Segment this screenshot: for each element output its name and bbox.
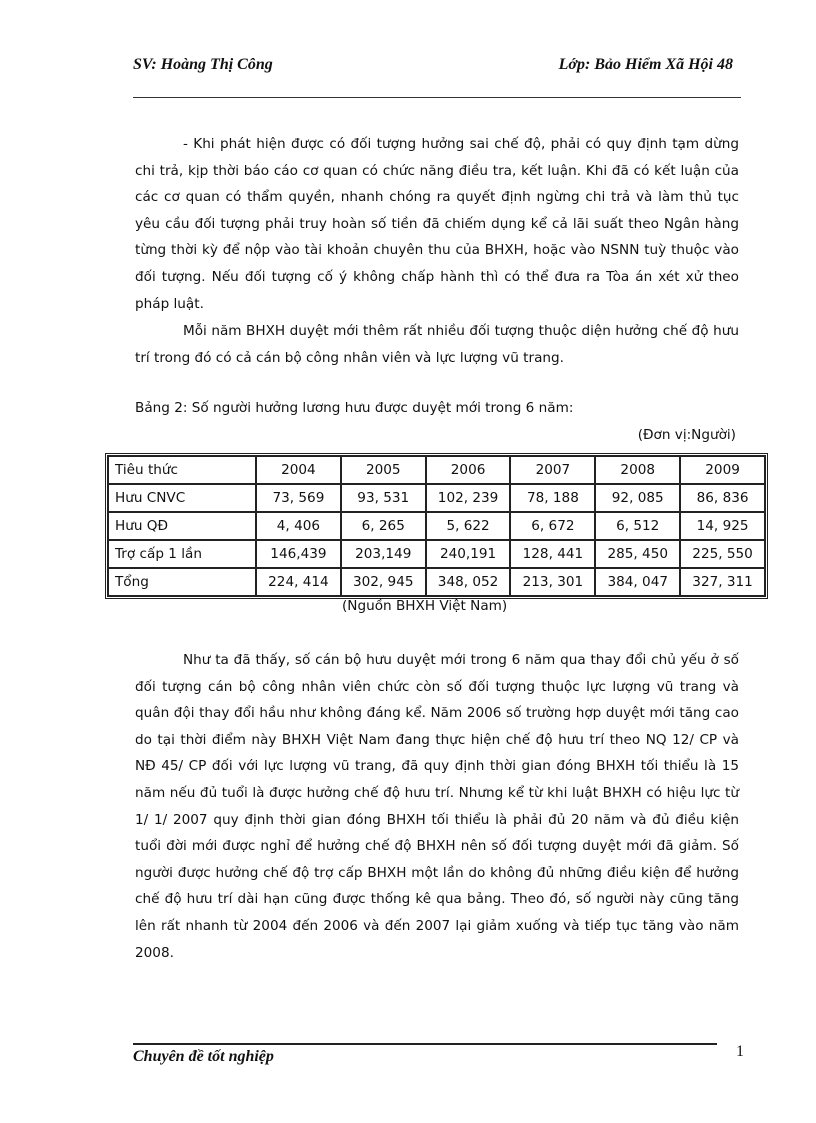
- footer-title: Chuyên đề tốt nghiệp: [133, 1048, 274, 1065]
- table-cell: 6, 512: [595, 512, 680, 540]
- table-row: [108, 512, 765, 540]
- page-number: 1: [736, 1043, 744, 1060]
- header-cell: 2007: [510, 456, 595, 484]
- row-label: Hưu CNVC: [108, 484, 256, 512]
- class-name: Lớp: Bảo Hiểm Xã Hội 48: [558, 56, 733, 73]
- header-cell: 2009: [680, 456, 765, 484]
- header-cell: Tiêu thức: [108, 456, 256, 484]
- pension-table: [105, 453, 768, 599]
- page-header: [133, 56, 741, 80]
- table-cell: 6, 265: [341, 512, 426, 540]
- table-row: [108, 540, 765, 568]
- table-cell: 5, 622: [426, 512, 511, 540]
- table-cell: 285, 450: [595, 540, 680, 568]
- header-cell: 2005: [341, 456, 426, 484]
- header-cell: 2006: [426, 456, 511, 484]
- table-cell: 225, 550: [680, 540, 765, 568]
- table-cell: 384, 047: [595, 568, 680, 596]
- row-label: Trợ cấp 1 lần: [108, 540, 256, 568]
- header-cell: 2004: [256, 456, 341, 484]
- paragraph-2: Mỗi năm BHXH duyệt mới thêm rất nhiều đối tượng thuộc diện hưởng chế độ hưu trí trong đó có cả cán bộ công nhân viên và lực lượng vũ trang.: [135, 323, 739, 366]
- table-header-row: [108, 456, 765, 484]
- paragraph-1: - Khi phát hiện được có đối tượng hưởng sai chế độ, phải có quy định tạm dừng chi trả, kịp thời báo cáo cơ quan có chức năng điều tra, kết luận. Khi đã có kết luận của các cơ quan có thẩm quyền, nhanh chóng ra quyết định ngừng chi trả và làm thủ tục yêu cầu đối tượng phải truy hoàn số tiền đã chiếm dụng kể cả lãi suất theo Ngân hàng từng thời kỳ để nộp vào tài khoản chuyên thu của BHXH, hoặc vào NSNN tuỳ thuộc vào đối tượng. Nếu đối tượng cố ý không chấp hành thì có thể đưa ra Tòa án xét xử theo pháp luật.: [135, 136, 739, 312]
- table-cell: 240,191: [426, 540, 511, 568]
- table-caption: Bảng 2: Số người hưởng lương hưu được duyệt mới trong 6 năm:: [135, 400, 574, 416]
- table-source: (Nguồn BHXH Việt Nam): [342, 598, 508, 614]
- table-row: [108, 484, 765, 512]
- table-cell: 128, 441: [510, 540, 595, 568]
- table-cell: 146,439: [256, 540, 341, 568]
- footer-divider: [133, 1043, 717, 1045]
- table-cell: 73, 569: [256, 484, 341, 512]
- table-unit: (Đơn vị:Người): [637, 427, 736, 443]
- student-name: SV: Hoàng Thị Công: [133, 56, 273, 73]
- table-cell: 302, 945: [341, 568, 426, 596]
- table-cell: 213, 301: [510, 568, 595, 596]
- table-cell: 86, 836: [680, 484, 765, 512]
- header-divider: [133, 97, 741, 98]
- table-cell: 6, 672: [510, 512, 595, 540]
- paragraph-3: Như ta đã thấy, số cán bộ hưu duyệt mới trong 6 năm qua thay đổi chủ yếu ở số đối tượng cán bộ công nhân viên chức còn số đối tượng thuộc lực lượng vũ trang và quân đội thay đổi hầu như không đáng kể. Năm 2006 số trường hợp duyệt mới tăng cao do tại thời điểm này BHXH Việt Nam đang thực hiện chế độ hưu trí theo NQ 12/ CP và NĐ 45/ CP đối với lực lượng vũ trang, đã quy định thời gian đóng BHXH tối thiểu là 15 năm nếu đủ tuổi là được hưởng chế độ hưu trí. Nhưng kể từ khi luật BHXH có hiệu lực từ 1/ 1/ 2007 quy định thời gian đóng BHXH tối thiểu là phải đủ 20 năm và đủ điều kiện tuổi đời mới được nghỉ để hưởng chế độ BHXH nên số đối tượng duyệt mới đã giảm. Số người được hưởng chế độ trợ cấp BHXH một lần do không đủ những điều kiện để hưởng chế độ hưu trí dài hạn cũng được thống kê qua bảng. Theo đó, số người này cũng tăng lên rất nhanh từ 2004 đến 2006 và đến 2007 lại giảm xuống và tiếp tục tăng vào năm 2008.: [135, 652, 739, 961]
- header-cell: 2008: [595, 456, 680, 484]
- table-row-total: [108, 568, 765, 596]
- table-cell: 348, 052: [426, 568, 511, 596]
- table-cell: 327, 311: [680, 568, 765, 596]
- table-cell: 14, 925: [680, 512, 765, 540]
- row-label: Tổng: [108, 568, 256, 596]
- table-cell: 93, 531: [341, 484, 426, 512]
- table-cell: 102, 239: [426, 484, 511, 512]
- row-label: Hưu QĐ: [108, 512, 256, 540]
- table-cell: 4, 406: [256, 512, 341, 540]
- table-cell: 224, 414: [256, 568, 341, 596]
- table-cell: 92, 085: [595, 484, 680, 512]
- table-cell: 78, 188: [510, 484, 595, 512]
- table-cell: 203,149: [341, 540, 426, 568]
